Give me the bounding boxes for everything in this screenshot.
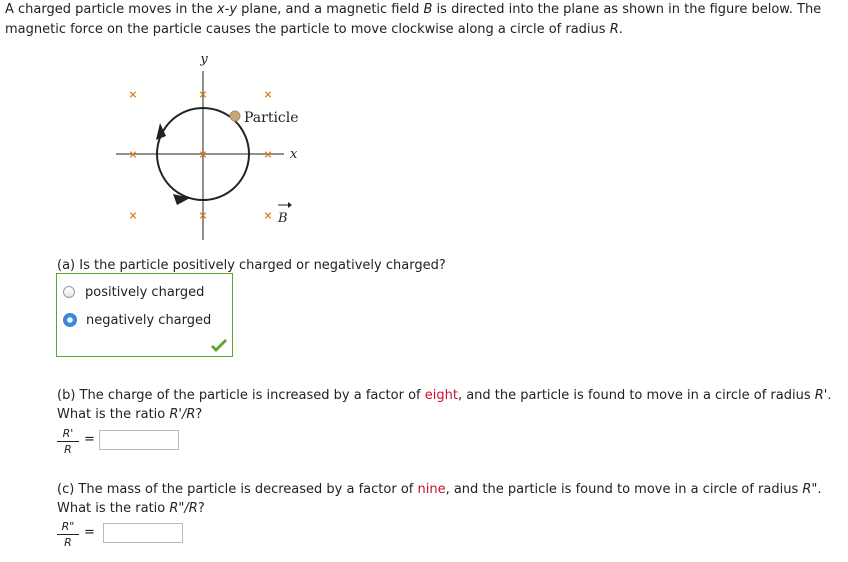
vector-arrow-icon bbox=[288, 202, 292, 208]
option-positively-charged[interactable] bbox=[63, 282, 204, 302]
magnetic-field-figure bbox=[100, 48, 320, 248]
field-x-icon: × bbox=[128, 148, 138, 161]
ratio-variable: R'/R bbox=[169, 407, 196, 422]
problem-statement bbox=[5, 0, 841, 40]
field-x-icon: × bbox=[263, 88, 273, 101]
field-x-icon: × bbox=[128, 209, 138, 222]
option-label: positively charged bbox=[85, 284, 205, 300]
radius-variable: R" bbox=[802, 482, 818, 497]
option-label: negatively charged bbox=[86, 312, 212, 328]
particle-label: Particle bbox=[244, 110, 299, 126]
field-x-icon: × bbox=[198, 209, 208, 222]
factor-highlight: eight bbox=[424, 388, 458, 403]
equals-sign: = bbox=[84, 432, 95, 447]
option-negatively-charged[interactable] bbox=[63, 310, 211, 330]
field-x-icon: × bbox=[128, 88, 138, 101]
ratio-variable: R"/R bbox=[169, 501, 198, 516]
y-axis-label: y bbox=[200, 52, 208, 67]
ratio-input-c[interactable] bbox=[103, 523, 183, 543]
question-text: What is the ratio bbox=[57, 407, 170, 422]
field-x-icon: × bbox=[263, 209, 273, 222]
factor-highlight: nine bbox=[417, 482, 446, 497]
answer-box-a bbox=[56, 273, 233, 357]
question-text: ? bbox=[197, 501, 205, 516]
question-text: , and the particle is found to move in a circle of radius bbox=[445, 482, 803, 497]
intro-text: is directed into the plane as shown in the figure below. The magnetic force on the particle causes the particle to move clockwise along a circle of radius bbox=[5, 2, 822, 37]
field-label: B bbox=[278, 211, 288, 226]
equals-sign: = bbox=[84, 525, 95, 540]
question-text: (c) The mass of the particle is decreased by a factor of bbox=[57, 482, 418, 497]
intro-text: plane, and a magnetic field bbox=[237, 2, 424, 17]
checkmark-icon bbox=[209, 338, 229, 354]
orbit-arrow-icon bbox=[156, 123, 166, 140]
fraction-denominator: R bbox=[64, 536, 72, 549]
field-x-icon: × bbox=[263, 148, 273, 161]
radio-positive[interactable] bbox=[63, 286, 75, 298]
plane-variable: x-y bbox=[216, 2, 238, 17]
fraction-denominator: R bbox=[64, 443, 72, 456]
question-text: . bbox=[827, 388, 832, 403]
question-text: , and the particle is found to move in a circle of radius bbox=[457, 388, 815, 403]
x-axis-label: x bbox=[290, 147, 298, 162]
field-variable: B bbox=[423, 2, 433, 17]
question-a: (a) Is the particle positively charged or negatively charged? bbox=[57, 258, 446, 273]
intro-text: . bbox=[618, 22, 623, 37]
ratio-input-b[interactable] bbox=[99, 430, 179, 450]
radio-negative-selected[interactable] bbox=[63, 313, 77, 327]
question-text: What is the ratio bbox=[57, 501, 170, 516]
question-text: ? bbox=[195, 407, 203, 422]
particle-dot bbox=[230, 111, 240, 121]
radius-variable: R bbox=[609, 22, 619, 37]
question-b bbox=[57, 386, 842, 424]
fraction-r-prime-over-r bbox=[57, 427, 79, 456]
question-text: (b) The charge of the particle is increased by a factor of bbox=[57, 388, 425, 403]
fraction-r-double-prime-over-r bbox=[57, 520, 79, 549]
field-x-icon: × bbox=[198, 88, 208, 101]
fraction-numerator: R" bbox=[57, 520, 79, 535]
fraction-numerator: R' bbox=[57, 427, 79, 442]
radius-variable: R' bbox=[814, 388, 828, 403]
question-c bbox=[57, 480, 842, 518]
field-x-icon: × bbox=[198, 148, 208, 161]
intro-text: A charged particle moves in the bbox=[5, 2, 217, 17]
question-text: . bbox=[817, 482, 822, 497]
